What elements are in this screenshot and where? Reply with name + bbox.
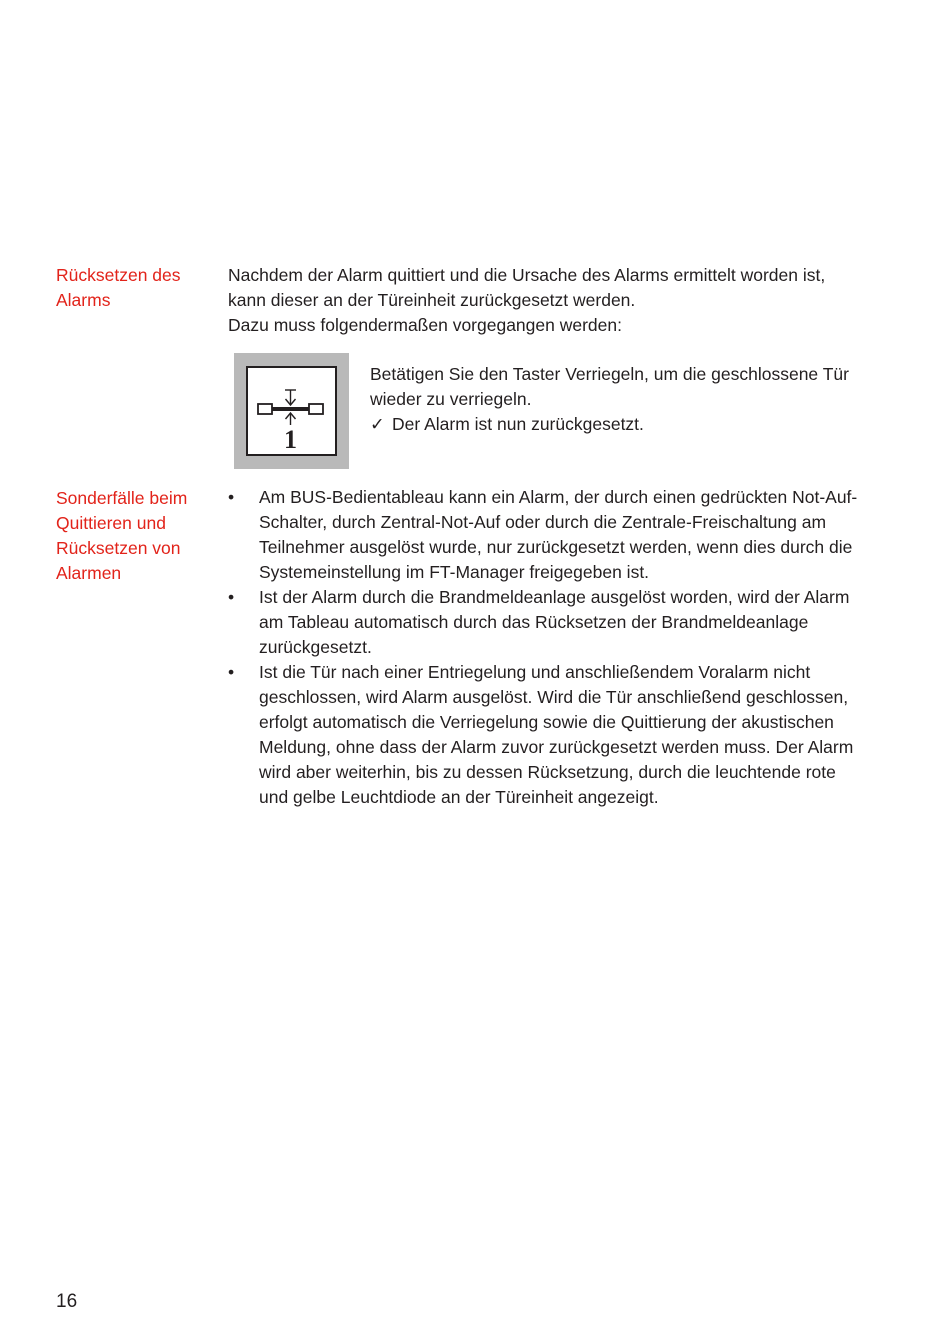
bullet-line: am Tableau automatisch durch das Rücksetzen der Brandmeldeanlage [259,612,809,632]
step-result [370,412,880,437]
intro-line: kann dieser an der Türeinheit zurückgesetzt werden. [228,290,636,310]
heading-line: Alarms [56,290,111,310]
section-heading-special-cases [56,486,216,586]
intro-line: Nachdem der Alarm quittiert und die Ursache des Alarms ermittelt worden ist, [228,265,826,285]
bullet-line: Am BUS-Bedientableau kann ein Alarm, der durch einen gedrückten Not-Auf- [259,487,858,507]
intro-line: Dazu muss folgendermaßen vorgegangen werden: [228,315,622,335]
heading-line: Rücksetzen des [56,265,181,285]
bullet-icon: • [228,662,235,682]
heading-line: Quittieren und [56,513,166,533]
heading-line: Alarmen [56,563,122,583]
bullet-line: Ist der Alarm durch die Brandmeldeanlage ausgelöst worden, wird der Alarm [259,587,850,607]
list-item [228,660,898,810]
section-heading-reset-alarm [56,263,216,313]
list-item [228,585,898,660]
bullet-line: erfolgt automatisch die Verriegelung sowie die Quittierung der akustischen [259,712,834,732]
result-text: Der Alarm ist nun zurückgesetzt. [392,414,644,434]
bullet-line: Ist die Tür nach einer Entriegelung und anschließendem Voralarm nicht [259,662,811,682]
icon-number: 1 [284,425,297,454]
page-number: 16 [56,1291,78,1312]
list-item [228,485,898,585]
bullet-icon: • [228,587,235,607]
heading-line: Sonderfälle beim [56,488,188,508]
step-instruction [370,362,880,437]
bullet-line: Meldung, ohne dass der Alarm zuvor zurückgesetzt werden muss. Der Alarm [259,737,854,757]
bullet-line: geschlossen, wird Alarm ausgelöst. Wird die Tür anschließend geschlossen, [259,687,849,707]
bullet-list [228,485,898,810]
intro-paragraph [228,263,898,338]
lock-button-icon [246,366,337,456]
heading-line: Rücksetzen von [56,538,181,558]
bullet-line: Teilnehmer ausgelöst wurde, nur zurückgesetzt werden, wenn dies durch die [259,537,853,557]
step-line: Betätigen Sie den Taster Verriegeln, um die geschlossene Tür [370,364,849,384]
bullet-line: zurückgesetzt. [259,637,372,657]
bullet-line: und gelbe Leuchtdiode an der Türeinheit angezeigt. [259,787,659,807]
bullet-icon: • [228,487,235,507]
lock-button-icon-frame [234,353,349,469]
bullet-line: wird aber weiterhin, bis zu dessen Rücksetzung, durch die leuchtende rote [259,762,836,782]
bullet-line: Systemeinstellung im FT-Manager freigegeben ist. [259,562,650,582]
check-icon: ✓ [370,414,385,434]
step-line: wieder zu verriegeln. [370,389,532,409]
bullet-line: Schalter, durch Zentral-Not-Auf oder durch die Zentrale-Freischaltung am [259,512,827,532]
